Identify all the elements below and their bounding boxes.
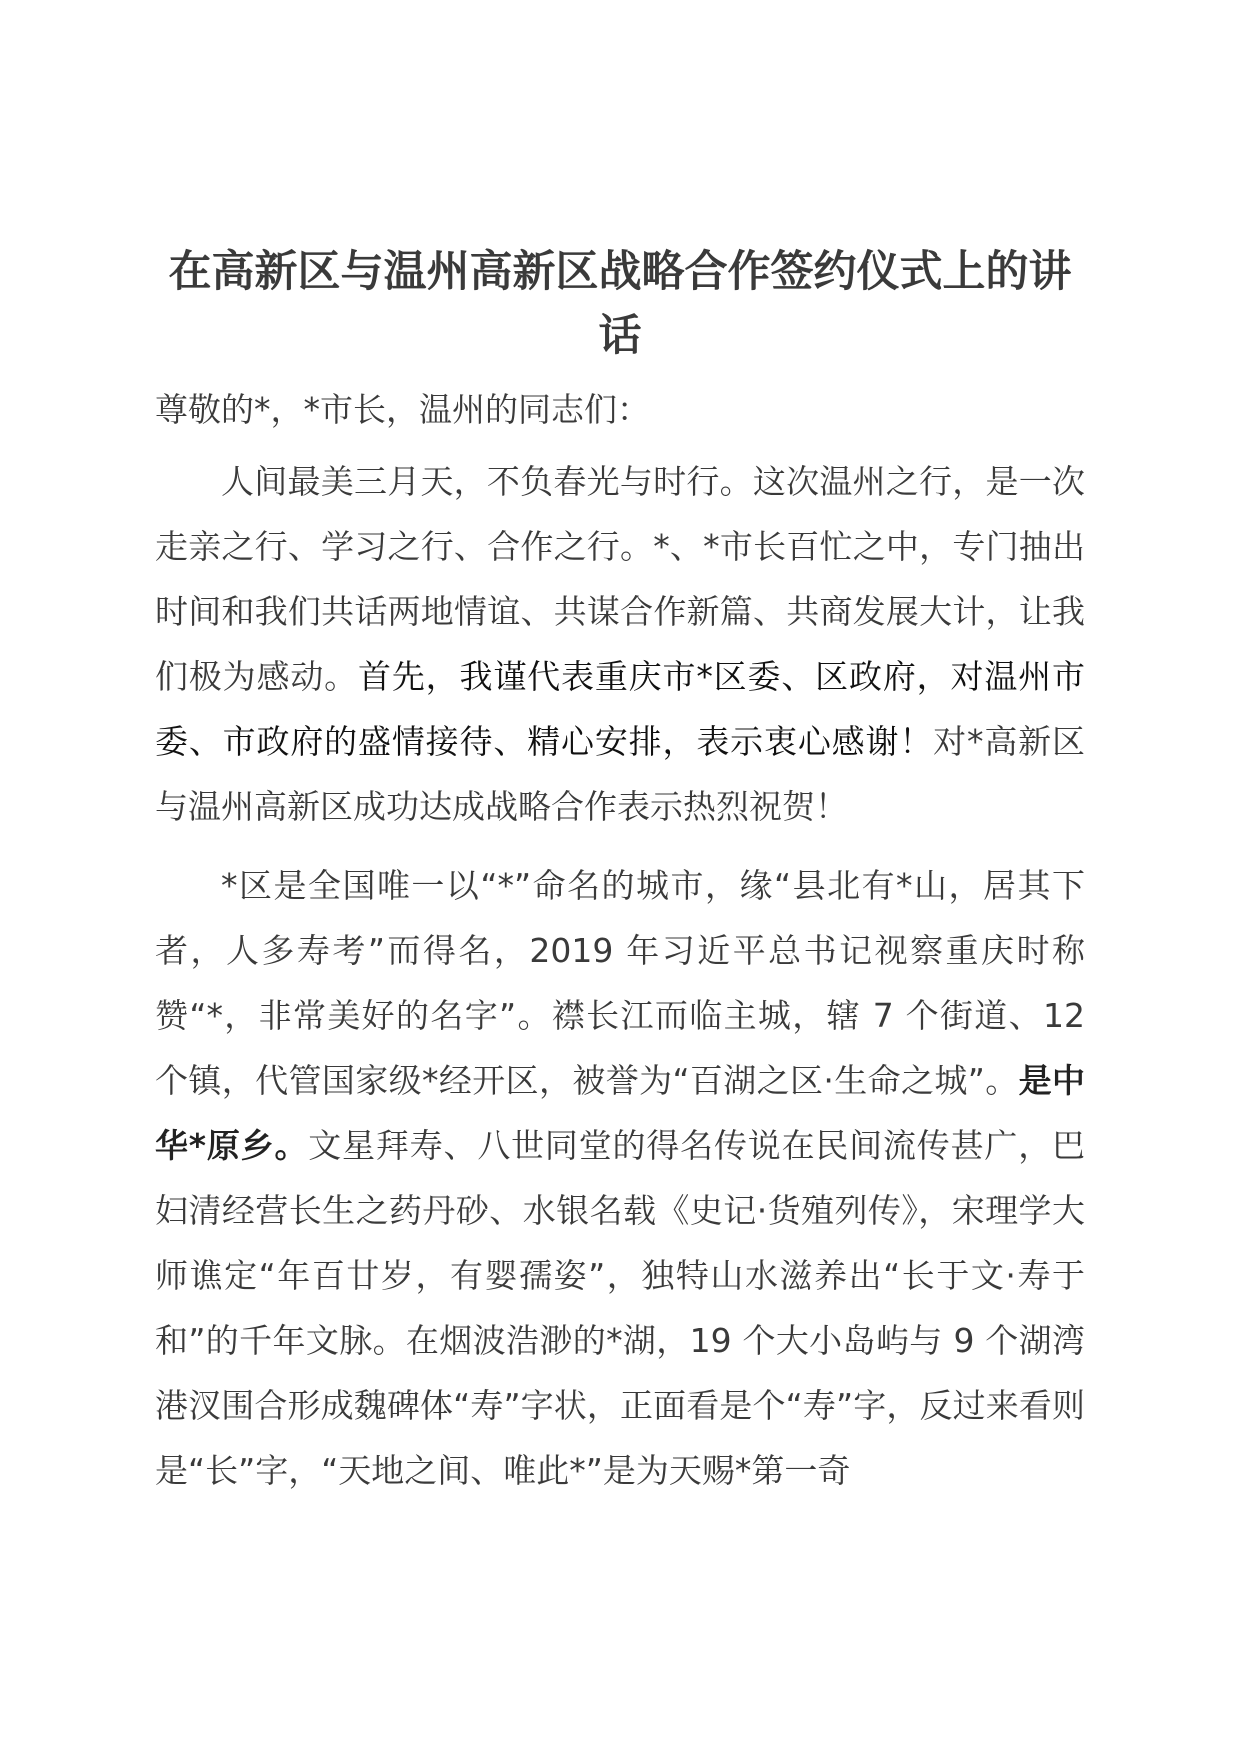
paragraph-2-intro: *区是全国唯一以“*”命名的城市，缘“县北有*山，居其下者，人多寿考”而得名，2019 年习近平总书记视察重庆时称赞“*，非常美好的名字”。襟长江而临主城，辖 7 个街道、12 个镇，代管国家级*经开区，被誉为“百湖之区·生命之城”。 — [155, 866, 1085, 1100]
paragraph-2-body: 文星拜寿、八世同堂的得名传说在民间流传甚广，巴妇清经营长生之药丹砂、水银名载《史记·货殖列传》，宋理学大师谯定“年百廿岁，有婴孺姿”，独特山水滋养出“长于文·寿于和”的千年文脉。在烟波浩渺的*湖，19 个大小岛屿与 9 个湖湾港汊围合形成魏碑体“寿”字状，正面看是个“寿”字，反过来看则是“长”字，“天地之间、唯此*”是为天赐*第一奇 — [155, 1126, 1086, 1490]
paragraph-1-thanks: 首先，我谨代表重庆市*区委、区政府，对温州市委、市政府的盛情接待、精心安排，表示衷心感谢！ — [155, 657, 1085, 761]
paragraph-2 — [155, 853, 1085, 1503]
paragraph-1-intro: 人间最美三月天，不负春光与时行。这次温州之行，是一次走亲之行、学习之行、合作之行。*、*市长百忙之中，专门抽出时间和我们共话两地情谊、共谋合作新篇、共商发展大计，让我们极为感动。 — [155, 462, 1085, 696]
document-page — [155, 240, 1085, 1503]
paragraph-1 — [155, 449, 1085, 839]
paragraph-1-congrats: 对*高新区与温州高新区成功达成战略合作表示热烈祝贺！ — [155, 722, 1086, 826]
document-title: 在高新区与温州高新区战略合作签约仪式上的讲话 — [168, 247, 1072, 361]
salutation: 尊敬的*，*市长，温州的同志们： — [155, 390, 650, 429]
paragraph-2-heading: 是中华*原乡。 — [155, 1061, 1085, 1165]
